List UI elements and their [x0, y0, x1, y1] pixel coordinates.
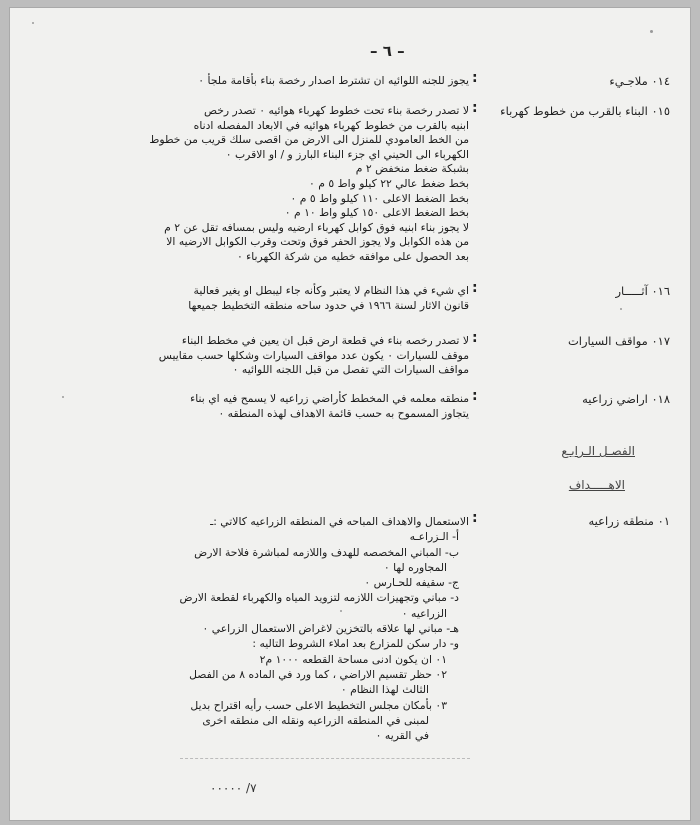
body-line: بخط ضغط عالي ٢٢ كيلو واط ٥ م ٠: [308, 176, 469, 190]
zone-condition: ٠٢ حظر تقسيم الاراضي ، كما ورد في الماده ٨ من الفصل: [189, 667, 447, 681]
zone-item: د- مباني وتجهيزات اللازمه لتزويد المياه والكهرباء لقطعة الارض: [179, 591, 459, 605]
zone-item: الزراعيه ٠: [401, 606, 447, 620]
zone-label: ٠١ منطقه زراعيه: [588, 514, 670, 528]
section-15-label: ٠١٥ البناء بالقرب من خطوط كهرباء: [500, 104, 670, 118]
chapter-heading: الفصـل الـرابـع: [561, 444, 635, 458]
zone-condition: الثالث لهذا النظام ٠: [340, 683, 429, 697]
body-line: موقف للسيارات ٠ يكون عدد مواقف السيارات وشكلها حسب مقاييس: [158, 348, 469, 362]
zone-item: المجاوره لها ٠: [383, 560, 447, 574]
colon: :: [472, 280, 478, 296]
section-15-body: [45, 104, 469, 265]
body-line: بخط الضغط الاعلى ١١٠ كيلو واط ٥ م ٠: [290, 191, 469, 205]
body-line: لا تصدر رخصه بناء في قطعة ارض قبل ان يعين في مخطط البناء: [181, 334, 469, 347]
zone-item: ج- سقيفه للحـارس ٠: [364, 576, 459, 590]
zone-item: ب- المباني المخصصه للهدف واللازمه لمباشرة فلاحة الارض: [194, 545, 459, 559]
dashed-rule: [180, 758, 470, 759]
body-line: بخط الضغط الاعلى ١٥٠ كيلو واط ١٠ م ٠: [284, 206, 469, 220]
zone-condition: في القريه ٠: [375, 729, 429, 743]
section-14-label: ٠١٤ ملاجـيء: [609, 74, 670, 88]
page-number: – ٦ –: [370, 42, 405, 60]
body-line: منطقه معلمه في المخطط كأراضي زراعيه لا يسمح فيه اي بناء: [190, 392, 469, 405]
zone-condition: لمبنى في المنطقه الزراعيه ونقله الى منطقه اخرى: [202, 713, 429, 727]
body-line: ابنيه بالقرب من خطوط كهرباء هوائيه في الابعاد المفصله ادناه: [193, 118, 469, 132]
colon: :: [472, 388, 478, 404]
section-17-label: ٠١٧ مواقف السيارات: [567, 334, 670, 348]
body-line: بشبكة ضغط منخفض ٢ م: [355, 162, 469, 176]
body-line: بعد الحصول على موافقه خطيه من شركة الكهرباء ٠: [236, 249, 469, 263]
colon: :: [472, 70, 478, 86]
body-line: اي شيء في هذا النظام لا يعتبر وكأنه جاء ليبطل او يغير فعالية: [193, 284, 469, 297]
body-line: مواقف السيارات التي تفصل من قبل اللجنه اللوائيه ٠: [232, 363, 469, 377]
section-18-body: [45, 392, 469, 421]
body-line: لا يجوز بناء ابنيه فوق كوابل كهرباء ارضيه وليس بمسافه تقل عن ٢ م: [164, 220, 469, 234]
zone-intro: الاستعمال والاهداف المباحه في المنطقه الزراعيه كالاتي :ـ: [210, 515, 469, 528]
colon: :: [472, 330, 478, 346]
page-footer: ٧/ ٠٠٠٠٠: [210, 781, 257, 795]
body-line: من الخط العامودي للمنزل الى الارض من اقصى سلك قريب من خطوط: [149, 133, 469, 147]
body-line: قانون الاثار لسنة ١٩٦٦ في حدود ساحه منطقه التخطيط جميعها: [188, 298, 469, 312]
body-line: من هذه الكوابل ولا يجوز الحفر فوق وتحت وقرب الكوابل الارضيه الا: [166, 235, 469, 249]
body-line: لا تصدر رخصة بناء تحت خطوط كهرباء هوائيه ٠ تصدر رخص: [203, 104, 469, 117]
colon: :: [472, 100, 478, 116]
document-page: [10, 8, 690, 820]
body-line: يجوز للجنه اللوائيه ان تشترط اصدار رخصة بناء بأقامة ملجأ ٠: [198, 74, 469, 87]
section-16-label: ٠١٦ آثـــــار: [615, 284, 670, 298]
colon: :: [472, 510, 478, 526]
section-17-body: [45, 334, 469, 378]
zone-condition: ٠٣ بأمكان مجلس التخطيط الاعلى حسب رأيه اقتراح بديل: [190, 698, 447, 712]
chapter-subheading: الاهـــــداف: [568, 478, 625, 492]
zone-item: أ‌- الـزراعـه: [409, 530, 459, 544]
body-line: الكهرباء الى الحيني اي جزء البناء البارز و / او الاقرب ٠: [225, 147, 469, 161]
zone-item: هـ- مباني لها علاقه بالتخزين لاغراض الاستعمال الزراعي ٠: [202, 622, 459, 636]
zone-item: و- دار سكن للمزارع بعد املاء الشروط التاليه :: [252, 637, 459, 651]
zone-condition: ٠١ ان يكون ادنى مساحة القطعه ١٠٠٠ م٢: [259, 652, 447, 666]
body-line: يتجاوز المسموح به حسب قائمة الاهداف لهذه المنطقه ٠: [218, 406, 469, 420]
zone-body: [45, 514, 469, 743]
section-16-body: [45, 284, 469, 313]
section-14-body: [45, 74, 469, 89]
section-18-label: ٠١٨ اراضي زراعيه: [582, 392, 670, 406]
